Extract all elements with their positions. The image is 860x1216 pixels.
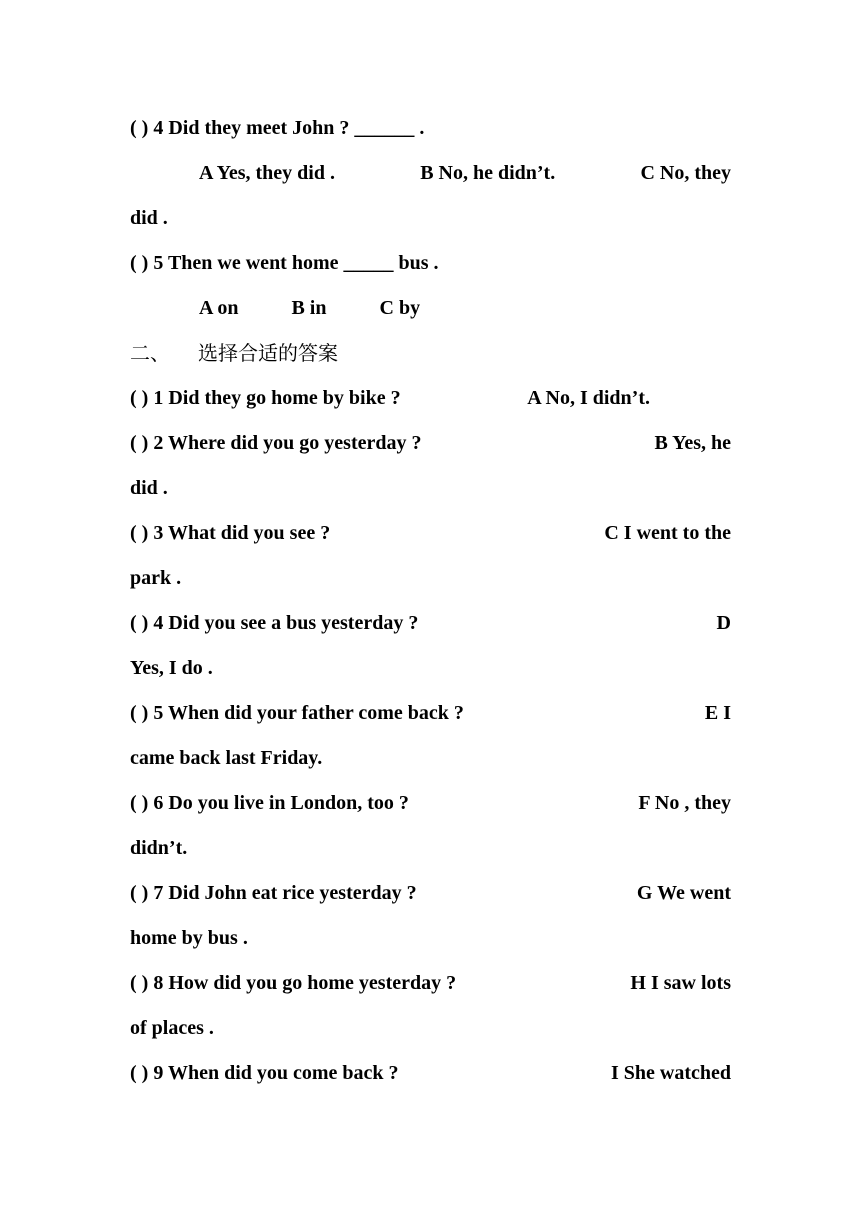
match-continuation: home by bus . [130, 927, 248, 949]
match-question: ( ) 3 What did you see ? [130, 522, 331, 544]
match-continuation: park . [130, 567, 182, 589]
match-question: ( ) 2 Where did you go yesterday ? [130, 432, 422, 454]
match-question: ( ) 9 When did you come back ? [130, 1062, 399, 1084]
match-question: ( ) 5 When did your father come back ? [130, 702, 464, 724]
match-question: ( ) 4 Did you see a bus yesterday ? [130, 612, 419, 634]
match-answer: G We went [636, 882, 731, 904]
match-item-8 [130, 969, 731, 997]
section-2-number: 二、 [130, 341, 170, 365]
q4-stem: ( ) 4 Did they meet John ? ______ . [130, 117, 425, 139]
match-continuation: didn’t. [130, 837, 188, 859]
match-answer: E I [704, 702, 731, 724]
match-item-1 [130, 384, 650, 412]
match-continuation: did . [130, 477, 168, 499]
q4-options [199, 159, 731, 187]
match-item-3 [130, 519, 731, 547]
match-continuation: of places . [130, 1017, 214, 1039]
match-answer: H I saw lots [630, 972, 731, 994]
match-continuation: Yes, I do . [130, 657, 213, 679]
q4-option-a: A Yes, they did . [199, 162, 335, 184]
q4-option-c: C No, they [640, 162, 731, 184]
match-answer: I She watched [610, 1062, 731, 1084]
section-2-title: 选择合适的答案 [198, 341, 338, 365]
match-answer: B Yes, he [654, 432, 731, 454]
q5-option-c: C by [379, 297, 421, 319]
section-2-heading [130, 339, 731, 367]
match-continuation: came back last Friday. [130, 747, 323, 769]
match-question: ( ) 1 Did they go home by bike ? [130, 387, 401, 409]
match-answer: D [716, 612, 731, 634]
match-item-5 [130, 699, 731, 727]
match-item-7 [130, 879, 731, 907]
match-answer: F No , they [638, 792, 731, 814]
match-question: ( ) 7 Did John eat rice yesterday ? [130, 882, 417, 904]
q5-option-b: B in [291, 297, 327, 319]
q5-stem: ( ) 5 Then we went home _____ bus . [130, 252, 439, 274]
q4-option-c-continuation: did . [130, 207, 168, 229]
match-item-2 [130, 429, 731, 457]
match-answer: A No, I didn’t. [527, 387, 650, 409]
q4-option-b: B No, he didn’t. [420, 162, 556, 184]
q5-option-a: A on [199, 297, 239, 319]
match-answer: C I went to the [604, 522, 731, 544]
match-item-6 [130, 789, 731, 817]
match-question: ( ) 6 Do you live in London, too ? [130, 792, 409, 814]
match-question: ( ) 8 How did you go home yesterday ? [130, 972, 457, 994]
match-item-9 [130, 1059, 731, 1087]
q5-options [199, 294, 468, 322]
match-item-4 [130, 609, 731, 637]
